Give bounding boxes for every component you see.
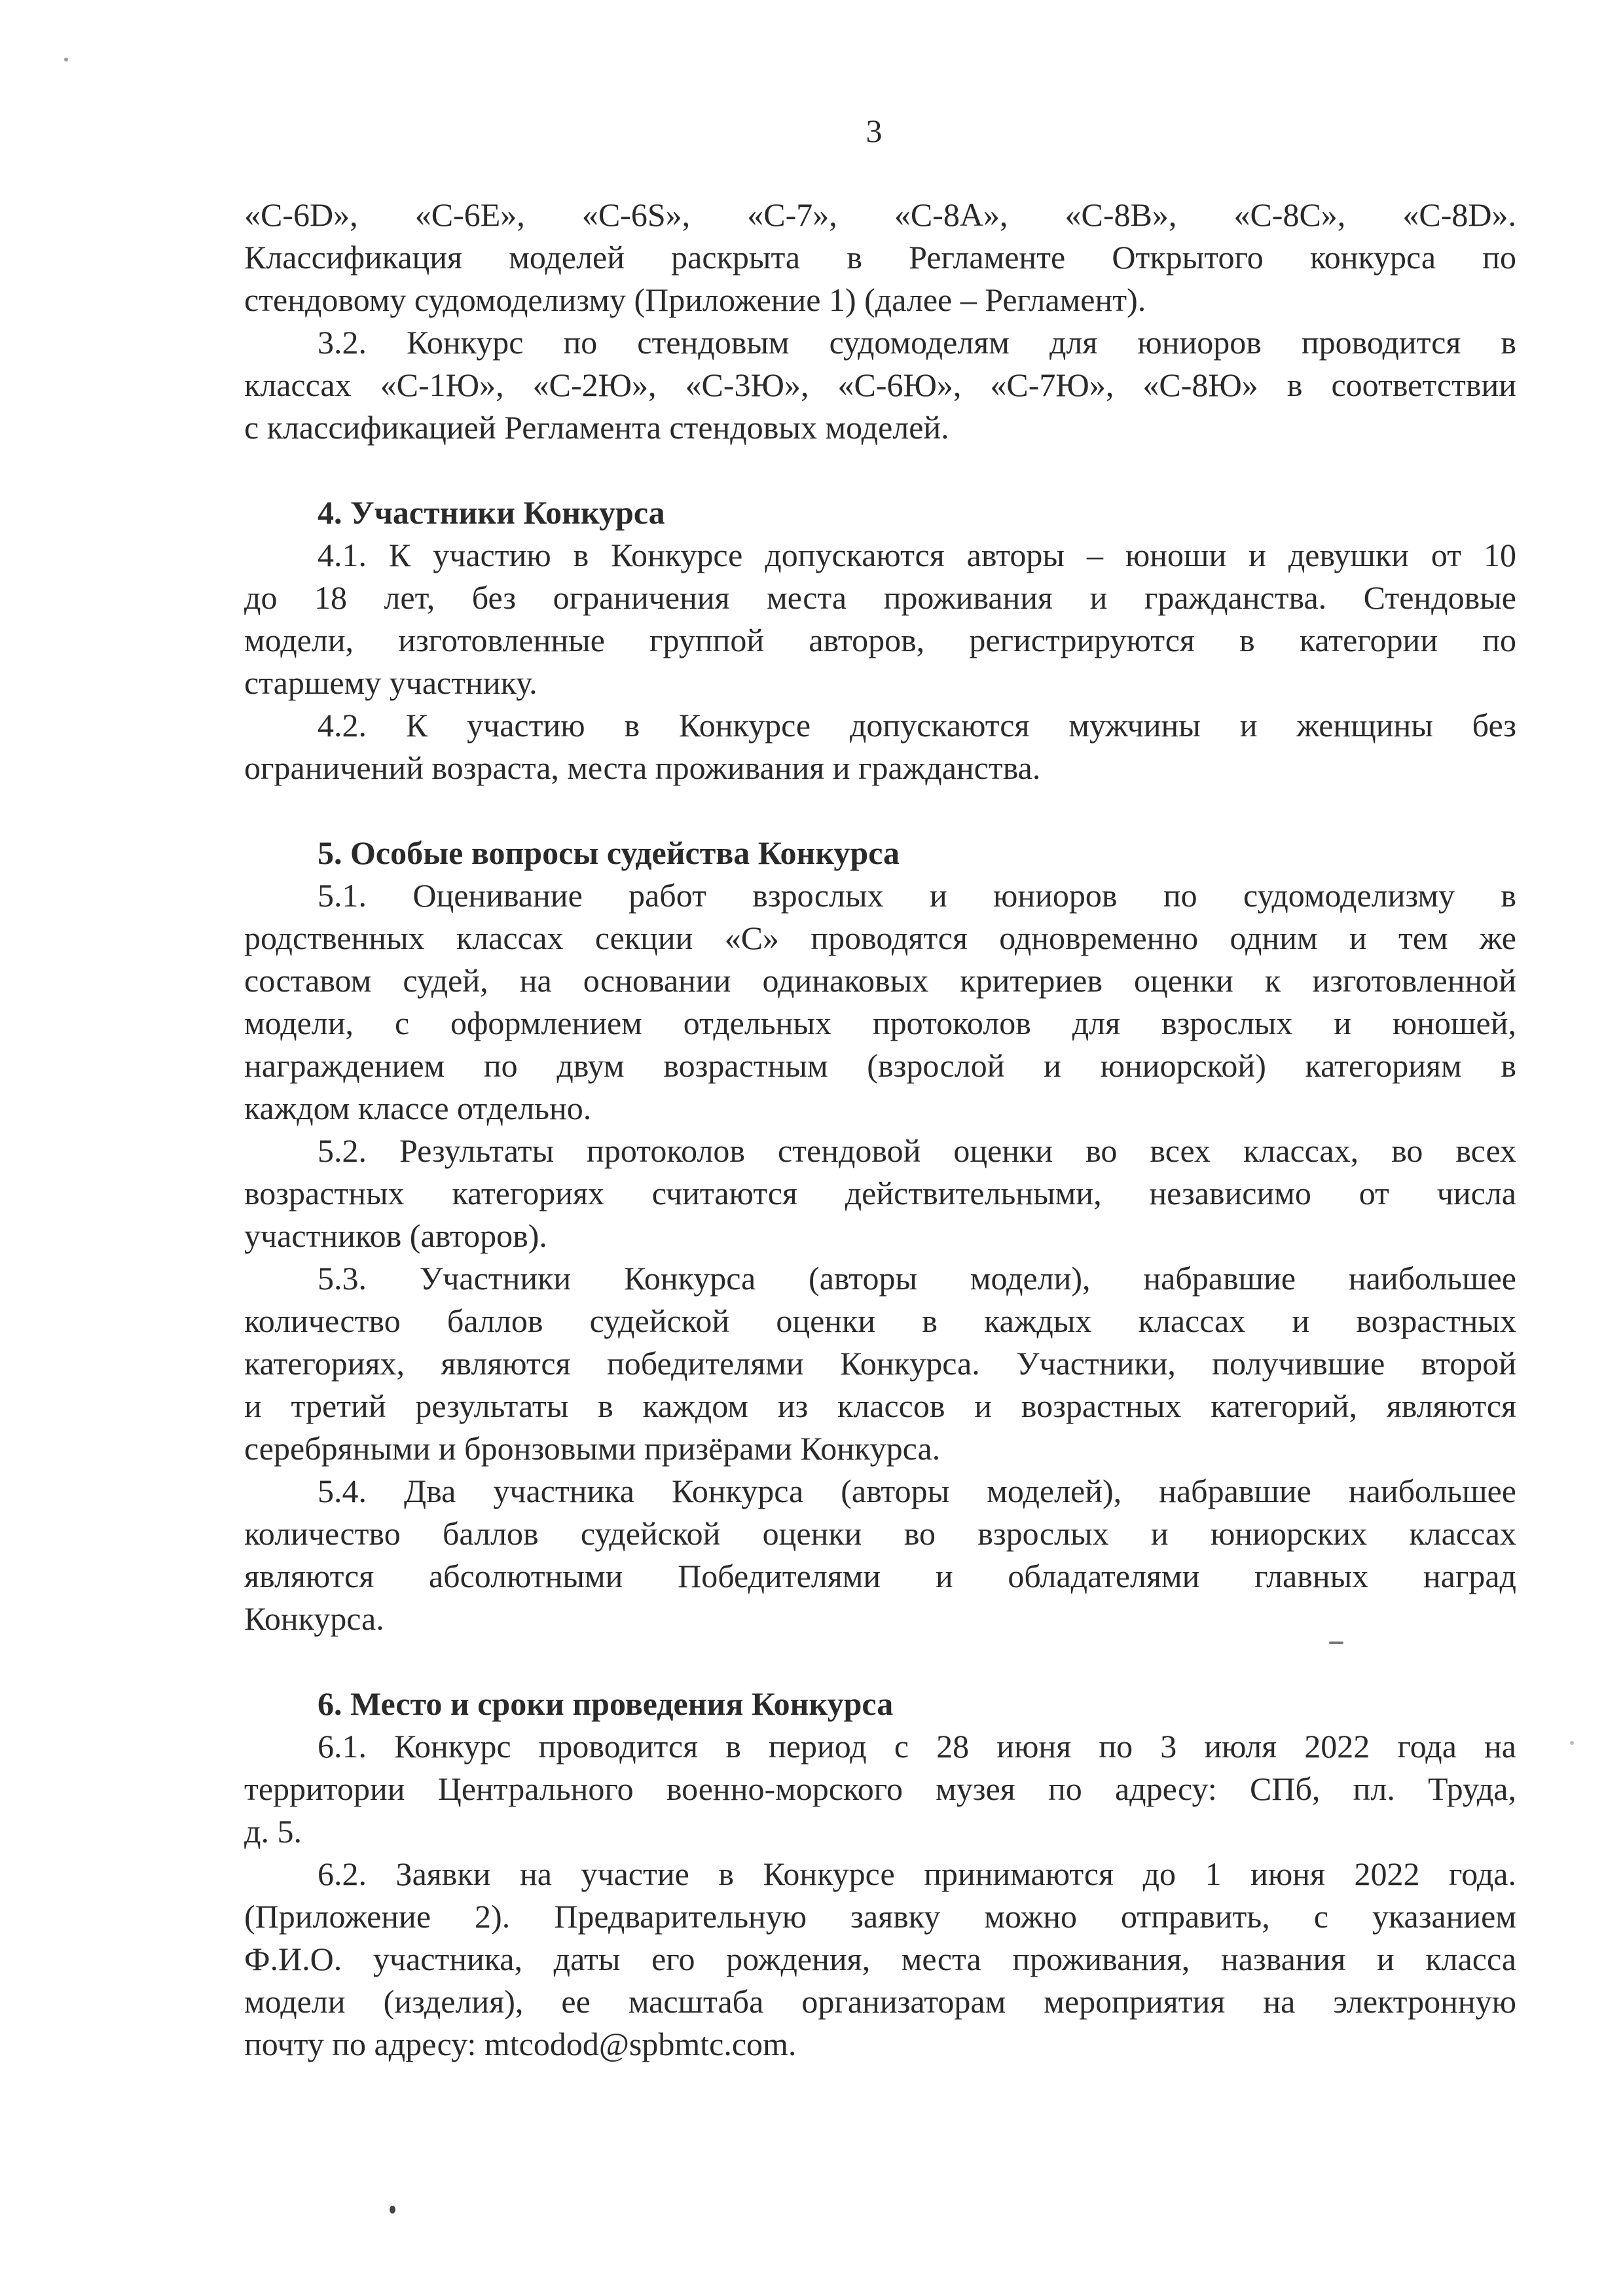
text-line: Ф.И.О. участника, даты его рождения, места проживания, названия и класса (244, 1941, 1516, 1977)
scan-speck (64, 58, 68, 62)
scan-speck (1570, 1741, 1574, 1745)
text-line: 6.2. Заявки на участие в Конкурсе принимаются до 1 июня 2022 года. (318, 1856, 1516, 1892)
scan-speck (1329, 1641, 1343, 1644)
document-body (244, 194, 1516, 2066)
text-line: стендовому судомоделизму (Приложение 1) (далее – Регламент). (244, 281, 1146, 318)
paragraph (244, 534, 1516, 704)
text-line: и третий результаты в каждом из классов и возрастных категорий, являются (244, 1388, 1516, 1424)
text-line: 4.1. К участию в Конкурсе допускаются авторы – юноши и девушки от 10 (318, 537, 1516, 573)
section-heading: 5. Особые вопросы судейства Конкурса (318, 834, 900, 871)
text-line: ограничений возраста, места проживания и гражданства. (244, 749, 1041, 786)
section-heading: 4. Участники Конкурса (318, 494, 665, 531)
text-line: 6.1. Конкурс проводится в период с 28 июня по 3 июля 2022 года на (318, 1728, 1516, 1765)
paragraph (244, 1470, 1516, 1640)
text-line: старшему участнику. (244, 664, 538, 701)
text-line: почту по адресу: mtcodod@spbmtc.com. (244, 2026, 797, 2062)
paragraph (244, 1257, 1516, 1470)
text-line: 4.2. К участию в Конкурсе допускаются мужчины и женщины без (318, 707, 1516, 744)
text-line: 5.1. Оценивание работ взрослых и юниоров по судомоделизму в (318, 877, 1516, 914)
text-line: с классификацией Регламента стендовых моделей. (244, 409, 949, 446)
text-line: 5.4. Два участника Конкурса (авторы моделей), набравшие наибольшее (318, 1473, 1516, 1509)
section-heading: 6. Место и сроки проведения Конкурса (318, 1685, 894, 1722)
text-line: модели, с оформлением отдельных протоколов для взрослых и юношей, (244, 1005, 1516, 1041)
text-line: «С-6D», «С-6E», «С-6S», «С-7», «С-8A», «С-8B», «С-8C», «С-8D». (244, 196, 1516, 233)
paragraph (244, 1853, 1516, 2066)
text-line: участников (авторов). (244, 1217, 547, 1254)
text-line: возрастных категориях считаются действительными, независимо от числа (244, 1175, 1516, 1211)
text-line: количество баллов судейской оценки во взрослых и юниорских классах (244, 1515, 1516, 1552)
text-line: категориях, являются победителями Конкурса. Участники, получившие второй (244, 1345, 1516, 1382)
text-line: 5.2. Результаты протоколов стендовой оценки во всех классах, во всех (318, 1132, 1516, 1169)
text-line: составом судей, на основании одинаковых критериев оценки к изготовленной (244, 962, 1516, 999)
text-line: количество баллов судейской оценки в каждых классах и возрастных (244, 1302, 1516, 1339)
text-line: серебряными и бронзовыми призёрами Конкурса. (244, 1430, 941, 1467)
paragraph (244, 874, 1516, 1130)
text-line: каждом классе отдельно. (244, 1090, 592, 1126)
text-line: Классификация моделей раскрыта в Регламенте Открытого конкурса по (244, 239, 1516, 276)
paragraph (244, 1725, 1516, 1853)
text-line: территории Центрального военно-морского музея по адресу: СПб, пл. Труда, (244, 1770, 1516, 1807)
text-line: до 18 лет, без ограничения места проживания и гражданства. Стендовые (244, 579, 1516, 616)
paragraph (244, 194, 1516, 321)
text-line: (Приложение 2). Предварительную заявку можно отправить, с указанием (244, 1898, 1516, 1935)
text-line: являются абсолютными Победителями и обладателями главных наград (244, 1558, 1516, 1594)
text-line: д. 5. (244, 1813, 302, 1850)
text-line: родственных классах секции «С» проводятся одновременно одним и тем же (244, 920, 1516, 956)
text-line: модели (изделия), ее масштаба организаторам мероприятия на электронную (244, 1983, 1516, 2020)
text-line: 5.3. Участники Конкурса (авторы модели), набравшие наибольшее (318, 1260, 1516, 1297)
paragraph (244, 704, 1516, 789)
paragraph (244, 321, 1516, 449)
text-line: награждением по двум возрастным (взрослой и юниорской) категориям в (244, 1047, 1516, 1084)
paragraph (244, 1130, 1516, 1257)
text-line: классах «С-1Ю», «С-2Ю», «С-3Ю», «С-6Ю», «С-7Ю», «С-8Ю» в соответствии (244, 367, 1516, 403)
text-line: 3.2. Конкурс по стендовым судомоделям для юниоров проводится в (318, 324, 1516, 361)
text-line: модели, изготовленные группой авторов, регистрируются в категории по (244, 622, 1516, 658)
text-line: Конкурса. (244, 1600, 384, 1637)
scan-speck (390, 2206, 395, 2214)
page-number: 3 (866, 113, 883, 149)
